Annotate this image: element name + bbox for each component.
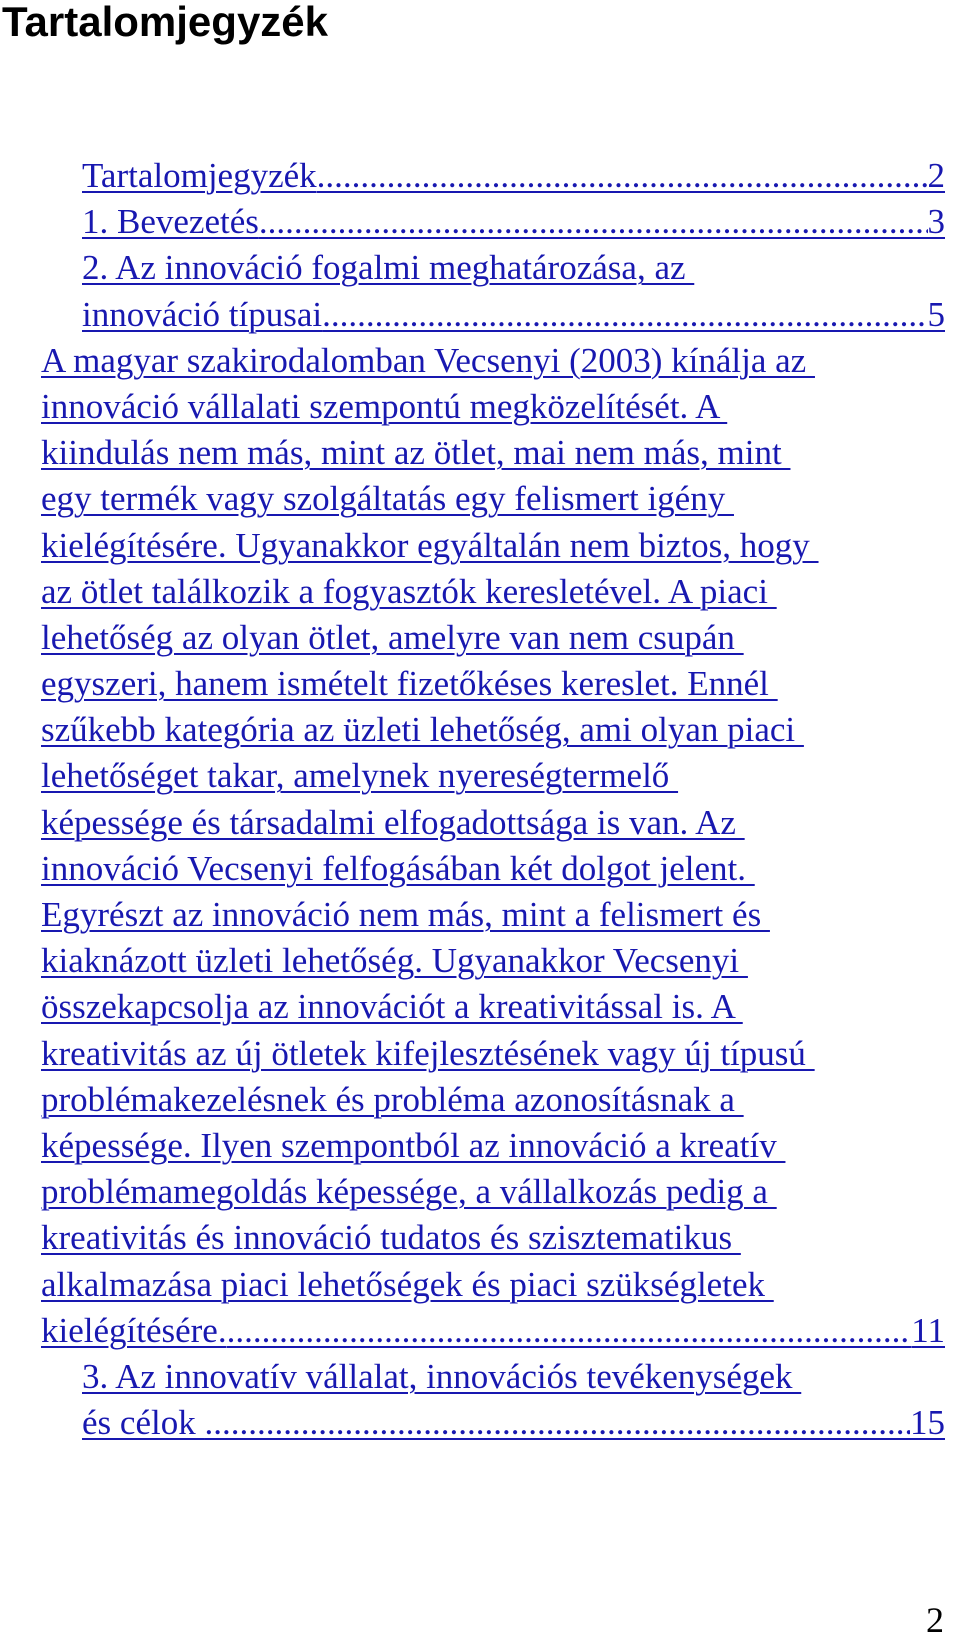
toc-entry-label-line[interactable]: lehetőség az olyan ötlet, amelyre van nem csupán [41, 617, 744, 657]
toc-entry-paragraph-line[interactable] [0, 661, 960, 707]
dot-leader [204, 1400, 910, 1446]
toc-entry-paragraph-line[interactable] [0, 707, 960, 753]
toc-entry-label-line[interactable]: egy termék vagy szolgáltatás egy felismert igény [41, 479, 734, 519]
toc-entry-label[interactable]: 1. Bevezetés [82, 202, 259, 242]
toc-entry-label-line[interactable]: az ötlet találkozik a fogyasztók keresletével. A piaci [41, 571, 777, 611]
toc-entry-label-line[interactable]: 2. Az innováció fogalmi meghatározása, az [82, 248, 695, 288]
toc-entry-paragraph-line[interactable] [0, 1031, 960, 1077]
toc-entry-innovativ-vallalat-cont[interactable] [0, 1400, 960, 1446]
toc-entry-label-line[interactable]: innováció Vecsenyi felfogásában két dolgot jelent. [41, 848, 755, 888]
toc-entry-paragraph-line[interactable] [0, 984, 960, 1030]
toc-entry-label-line[interactable]: kiaknázott üzleti lehetőség. Ugyanakkor Vecsenyi [41, 941, 748, 981]
toc-entry-label-line[interactable]: összekapcsolja az innovációt a kreativitással is. A [41, 987, 743, 1027]
toc-page-number[interactable]: 5 [927, 294, 945, 334]
toc-entry-paragraph-line[interactable] [0, 430, 960, 476]
toc-entry-label-line[interactable]: képessége. Ilyen szempontból az innováció a kreatív [41, 1125, 786, 1165]
toc-entry-label-line[interactable]: és célok [82, 1403, 205, 1443]
toc-entry-paragraph-line[interactable] [0, 523, 960, 569]
toc-entry-label-line[interactable]: kielégítésére. [41, 1310, 227, 1350]
toc-entry-label-line[interactable]: 3. Az innovatív vállalat, innovációs tevékenységek [82, 1356, 802, 1396]
toc-entry-label-line[interactable]: képessége és társadalmi elfogadottsága is van. Az [41, 802, 745, 842]
toc-entry-label-line[interactable]: kreativitás és innováció tudatos és szisztematikus [41, 1218, 741, 1258]
toc-entry-bevezetes[interactable] [0, 199, 960, 245]
toc-entry-label-line[interactable]: problémakezelésnek és probléma azonosításnak a [41, 1079, 744, 1119]
toc-entry-label-line[interactable]: innováció vállalati szempontú megközelítését. A [41, 386, 728, 426]
toc-entry-innovacio-fogalmi-cont[interactable] [0, 292, 960, 338]
toc-entry-label-line[interactable]: alkalmazása piaci lehetőségek és piaci szükségletek [41, 1264, 774, 1304]
toc-entry-label-line[interactable]: Egyrészt az innováció nem más, mint a felismert és [41, 895, 770, 934]
toc-entry-paragraph-line[interactable] [0, 846, 960, 892]
toc-entry-label-line[interactable]: problémamegoldás képessége, a vállalkozás pedig a [41, 1172, 777, 1212]
toc-entry-paragraph-line[interactable] [0, 1215, 960, 1261]
toc-entry-label-line[interactable]: kiindulás nem más, mint az ötlet, mai nem más, mint [41, 433, 791, 473]
toc-entry-label-line[interactable]: szűkebb kategória az üzleti lehetőség, ami olyan piaci [41, 710, 804, 750]
table-of-contents [0, 153, 960, 1446]
toc-entry-label-line[interactable]: egyszeri, hanem ismételt fizetőkéses kereslet. Ennél [41, 664, 778, 704]
toc-entry-paragraph-line[interactable] [0, 569, 960, 615]
toc-entry-label-line[interactable]: A magyar szakirodalomban Vecsenyi (2003) kínálja az [41, 340, 815, 380]
toc-page-number[interactable]: 3 [927, 202, 945, 242]
dot-leader [259, 199, 928, 245]
toc-entry-paragraph-last-line[interactable] [0, 1308, 960, 1354]
toc-entry-paragraph-line[interactable] [0, 384, 960, 430]
page-number: 2 [926, 1600, 944, 1640]
page-title: Tartalomjegyzék [2, 0, 329, 45]
toc-entry-paragraph-line[interactable] [0, 1077, 960, 1123]
toc-entry-paragraph-line[interactable] [0, 1123, 960, 1169]
toc-entry-paragraph-line[interactable] [0, 338, 960, 384]
toc-page-number[interactable]: 2 [927, 156, 945, 195]
toc-entry-innovativ-vallalat[interactable] [0, 1354, 960, 1400]
toc-entry-paragraph-line[interactable] [0, 938, 960, 984]
toc-page-number[interactable]: 15 [910, 1403, 945, 1443]
toc-entry-label-line[interactable]: kielégítésére. Ugyanakkor egyáltalán nem biztos, hogy [41, 525, 819, 565]
toc-entry-paragraph-line[interactable] [0, 892, 960, 938]
dot-leader [317, 153, 928, 199]
toc-entry-tartalomjegyzek[interactable] [0, 153, 960, 199]
toc-entry-paragraph-line[interactable] [0, 800, 960, 846]
toc-entry-label-line[interactable]: lehetőséget takar, amelynek nyereségtermelő [41, 756, 679, 796]
toc-entry-paragraph-line[interactable] [0, 615, 960, 661]
toc-page-number[interactable]: 11 [911, 1310, 945, 1350]
dot-leader [322, 292, 927, 338]
toc-entry-label[interactable]: Tartalomjegyzék [82, 156, 317, 195]
toc-entry-innovacio-fogalmi[interactable] [0, 245, 960, 291]
dot-leader [227, 1308, 912, 1354]
toc-entry-label-line[interactable]: innováció típusai [82, 294, 323, 334]
toc-entry-paragraph-line[interactable] [0, 753, 960, 799]
toc-entry-label-line[interactable]: kreativitás az új ötletek kifejlesztésének vagy új típusú [41, 1033, 815, 1073]
toc-entry-paragraph-line[interactable] [0, 1262, 960, 1308]
toc-entry-paragraph-line[interactable] [0, 1169, 960, 1215]
toc-entry-paragraph-line[interactable] [0, 476, 960, 522]
